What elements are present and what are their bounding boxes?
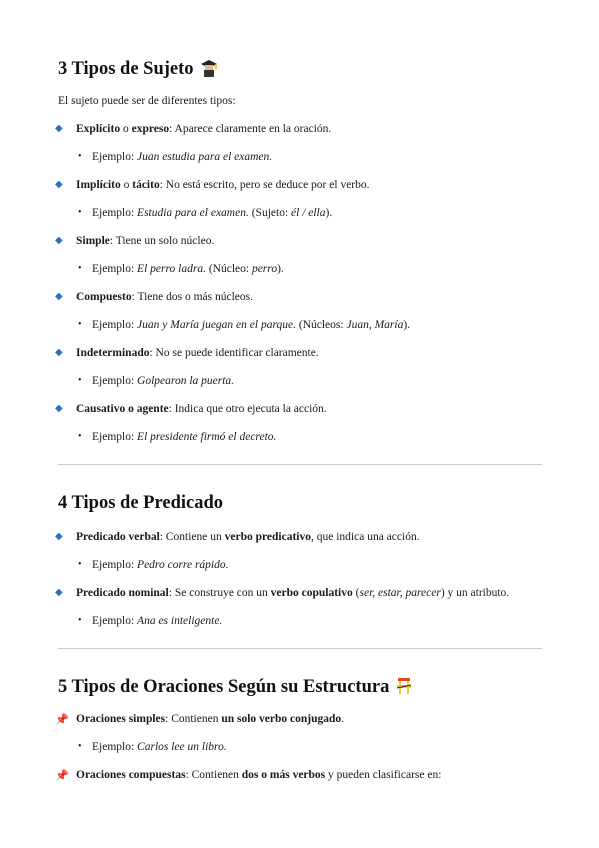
- example-text: Ejemplo: Pedro corre rápido.: [92, 559, 229, 571]
- item-text: Explícito o expreso: Aparece claramente en la oración.: [76, 123, 332, 135]
- bullet-icon: •: [78, 151, 82, 162]
- diamond-bullet-icon: ◆: [55, 179, 63, 190]
- bullet-icon: •: [78, 431, 82, 442]
- item-text: Simple: Tiene un solo núcleo.: [76, 235, 215, 247]
- example-text: Ejemplo: Juan y María juegan en el parque. (Núcleos: Juan, María).: [92, 319, 411, 331]
- example-text: Ejemplo: El presidente firmó el decreto.: [92, 431, 277, 443]
- bullet-icon: •: [78, 263, 82, 274]
- section-heading-oraciones: 5 Tipos de Oraciones Según su Estructura: [58, 677, 413, 701]
- example-text: Ejemplo: Ana es inteligente.: [92, 615, 223, 627]
- diamond-bullet-icon: ◆: [55, 347, 63, 358]
- section-divider: [58, 648, 542, 649]
- item-text: Oraciones compuestas: Contienen dos o más verbos y pueden clasificarse en:: [76, 769, 442, 781]
- example-text: Ejemplo: Juan estudia para el examen.: [92, 151, 273, 163]
- example-text: Ejemplo: Golpearon la puerta.: [92, 375, 235, 387]
- construction-icon: [395, 677, 413, 701]
- diamond-bullet-icon: ◆: [55, 235, 63, 246]
- item-text: Compuesto: Tiene dos o más núcleos.: [76, 291, 253, 303]
- item-text: Predicado verbal: Contiene un verbo predicativo, que indica una acción.: [76, 531, 420, 543]
- example-text: Ejemplo: El perro ladra. (Núcleo: perro).: [92, 263, 284, 275]
- pushpin-icon: 📌: [55, 714, 69, 726]
- section-heading-predicado: 4 Tipos de Predicado: [58, 493, 223, 513]
- section-divider: [58, 464, 542, 465]
- pushpin-icon: 📌: [55, 770, 69, 782]
- bullet-icon: •: [78, 559, 82, 570]
- example-text: Ejemplo: Carlos lee un libro.: [92, 741, 227, 753]
- diamond-bullet-icon: ◆: [55, 291, 63, 302]
- item-text: Implícito o tácito: No está escrito, pero se deduce por el verbo.: [76, 179, 370, 191]
- bullet-icon: •: [78, 319, 82, 330]
- section-intro: El sujeto puede ser de diferentes tipos:: [58, 95, 236, 107]
- item-text: Indeterminado: No se puede identificar claramente.: [76, 347, 319, 359]
- section-heading-sujeto: 3 Tipos de Sujeto: [58, 59, 218, 83]
- diamond-bullet-icon: ◆: [55, 531, 63, 542]
- diamond-bullet-icon: ◆: [55, 123, 63, 134]
- graduate-icon: [200, 59, 218, 83]
- diamond-bullet-icon: ◆: [55, 587, 63, 598]
- item-text: Predicado nominal: Se construye con un verbo copulativo (ser, estar, parecer) y un atributo.: [76, 587, 510, 599]
- bullet-icon: •: [78, 741, 82, 752]
- example-text: Ejemplo: Estudia para el examen. (Sujeto: él / ella).: [92, 207, 333, 219]
- bullet-icon: •: [78, 375, 82, 386]
- bullet-icon: •: [78, 615, 82, 626]
- item-text: Causativo o agente: Indica que otro ejecuta la acción.: [76, 403, 327, 415]
- bullet-icon: •: [78, 207, 82, 218]
- item-text: Oraciones simples: Contienen un solo verbo conjugado.: [76, 713, 345, 725]
- diamond-bullet-icon: ◆: [55, 403, 63, 414]
